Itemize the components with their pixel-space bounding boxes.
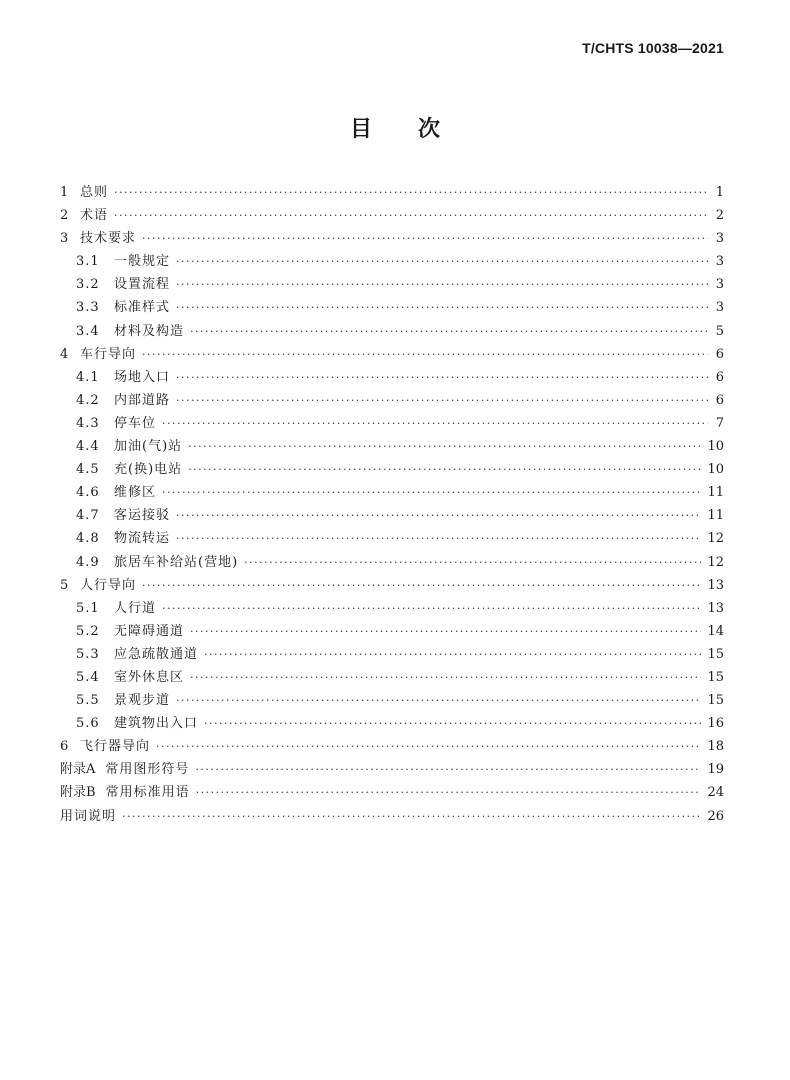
toc-entry-label: 充(换)电站 [114,462,183,478]
toc-entry[interactable] [60,712,724,735]
toc-entry-label: 标准样式 [114,300,171,316]
toc-entry-page-number: 12 [707,531,724,547]
toc-entry[interactable] [60,320,724,343]
toc-entry-page-number: 26 [707,808,724,824]
toc-entry-number: 5.6 [76,716,100,732]
toc-entry[interactable] [60,666,724,689]
toc-entry-page-number: 19 [707,762,724,778]
toc-dot-leader [176,504,701,527]
toc-entry-number: 1 [60,185,69,200]
document-code: T/CHTS 10038—2021 [582,40,724,56]
toc-entry[interactable] [60,481,724,504]
toc-entry-label: 内部道路 [114,392,171,408]
toc-entry[interactable] [60,597,724,620]
toc-entry-page-number: 10 [707,462,724,478]
toc-dot-leader [114,181,708,204]
toc-entry-label: 飞行器导向 [80,739,151,755]
toc-entry[interactable] [60,227,724,250]
toc-entry-number: 5.3 [76,646,100,662]
toc-entry-number: 3.1 [76,254,100,270]
toc-entry[interactable] [60,643,724,666]
toc-dot-leader [176,366,708,389]
toc-entry-page-number: 13 [707,600,724,616]
toc-entry-label: 车行导向 [80,346,137,362]
toc-dot-leader [195,758,701,781]
toc-entry[interactable] [60,551,724,574]
toc-entry-number: 附录B [60,785,96,801]
toc-entry-page-number: 6 [715,369,724,385]
toc-entry-page-number: 3 [715,254,724,270]
toc-entry-page-number: 10 [707,439,724,455]
toc-entry-label: 景观步道 [114,693,171,709]
toc-entry-label: 建筑物出入口 [114,716,199,732]
toc-entry[interactable] [60,389,724,412]
toc-entry[interactable] [60,435,724,458]
toc-entry[interactable] [60,412,724,435]
toc-entry-number: 4.4 [76,439,100,455]
toc-entry-page-number: 18 [707,739,724,755]
toc-entry-label: 维修区 [114,485,157,501]
toc-entry-number: 4.2 [76,392,100,408]
toc-entry-page-number: 11 [707,508,724,524]
toc-entry-page-number: 15 [707,646,724,662]
toc-entry-number: 4.1 [76,369,100,385]
toc-entry-page-number: 16 [707,716,724,732]
toc-entry-page-number: 5 [715,323,724,339]
toc-entry[interactable] [60,735,724,758]
toc-dot-leader [190,666,701,689]
toc-dot-leader [142,574,701,597]
toc-entry-number: 5.4 [76,669,100,685]
toc-entry-label: 用词说明 [60,808,117,824]
toc-entry-number: 4.3 [76,415,100,431]
toc-dot-leader [196,781,702,804]
toc-entry[interactable] [60,574,724,597]
toc-dot-leader [176,527,701,550]
toc-entry-page-number: 13 [707,577,724,593]
toc-entry-label: 应急疏散通道 [114,646,199,662]
toc-entry-number: 5 [60,577,69,593]
toc-dot-leader [244,551,701,574]
toc-dot-leader [204,643,701,666]
toc-entry-page-number: 15 [707,669,724,685]
toc-entry-page-number: 11 [707,485,724,501]
toc-dot-leader [188,458,701,481]
toc-dot-leader [162,481,701,504]
toc-entry-page-number: 1 [715,185,724,200]
toc-entry-number: 附录A [60,762,96,778]
toc-entry-label: 术语 [80,208,109,224]
toc-entry-page-number: 24 [707,785,724,801]
toc-entry[interactable] [60,181,724,204]
toc-entry-label: 物流转运 [114,531,171,547]
toc-entry-number: 5.5 [76,693,100,709]
toc-dot-leader [142,343,708,366]
toc-entry[interactable] [60,366,724,389]
toc-entry-label: 室外休息区 [114,669,185,685]
toc-dot-leader [190,620,701,643]
toc-dot-leader [162,412,708,435]
toc-entry-page-number: 15 [707,693,724,709]
toc-dot-leader [176,273,708,296]
toc-entry[interactable] [60,343,724,366]
toc-dot-leader [142,227,708,250]
toc-entry-page-number: 7 [715,415,724,431]
toc-entry-page-number: 6 [715,392,724,408]
toc-entry[interactable] [60,758,724,781]
toc-entry-label: 设置流程 [114,277,171,293]
toc-dot-leader [114,204,708,227]
toc-dot-leader [176,389,708,412]
toc-entry-number: 6 [60,739,69,755]
table-of-contents [60,181,724,828]
toc-dot-leader [188,435,701,458]
toc-dot-leader [204,712,701,735]
toc-entry-page-number: 3 [715,277,724,293]
toc-entry-page-number: 3 [715,300,724,316]
toc-dot-leader [190,320,708,343]
toc-entry[interactable] [60,296,724,319]
toc-entry[interactable] [60,204,724,227]
toc-entry[interactable] [60,504,724,527]
toc-entry-number: 4.5 [76,462,100,478]
toc-entry[interactable] [60,250,724,273]
toc-entry-label: 人行导向 [80,577,137,593]
toc-entry-label: 技术要求 [80,231,137,247]
toc-entry[interactable] [60,527,724,550]
toc-entry-page-number: 3 [715,231,724,247]
toc-entry-label: 一般规定 [114,254,171,270]
toc-entry-label: 无障碍通道 [114,623,185,639]
toc-entry[interactable] [60,689,724,712]
toc-entry-number: 3 [60,231,69,247]
toc-entry-number: 3.4 [76,323,100,339]
toc-entry[interactable] [60,805,724,828]
toc-title-char-1: 目 [349,117,372,142]
toc-entry-page-number: 14 [707,623,724,639]
toc-entry[interactable] [60,620,724,643]
toc-entry-number: 2 [60,208,69,224]
toc-entry-label: 常用标准用语 [105,785,190,801]
toc-entry-number: 4.9 [76,554,100,570]
toc-entry-number: 5.2 [76,623,100,639]
toc-entry-number: 5.1 [76,600,100,616]
toc-title-char-2: 次 [418,117,441,142]
toc-entry-number: 4 [60,346,69,362]
toc-entry[interactable] [60,273,724,296]
toc-entry[interactable] [60,781,724,804]
toc-entry-page-number: 12 [707,554,724,570]
toc-dot-leader [162,597,701,620]
toc-entry-number: 4.8 [76,531,100,547]
toc-dot-leader [176,689,701,712]
toc-entry-page-number: 2 [715,208,724,224]
toc-entry-page-number: 6 [715,346,724,362]
toc-entry-label: 人行道 [114,600,157,616]
toc-dot-leader [122,805,701,828]
toc-dot-leader [156,735,701,758]
toc-entry-label: 材料及构造 [114,323,185,339]
toc-entry-label: 加油(气)站 [114,439,183,455]
toc-entry-number: 3.2 [76,277,100,293]
toc-entry-label: 停车位 [114,415,157,431]
toc-title [0,112,790,143]
toc-entry-label: 场地入口 [114,369,171,385]
toc-entry-number: 4.6 [76,485,100,501]
toc-entry-number: 3.3 [76,300,100,316]
toc-dot-leader [176,296,708,319]
toc-dot-leader [176,250,708,273]
toc-entry-label: 常用图形符号 [105,762,190,778]
toc-entry[interactable] [60,458,724,481]
toc-entry-label: 总则 [80,185,109,200]
toc-entry-number: 4.7 [76,508,100,524]
toc-entry-label: 客运接驳 [114,508,171,524]
toc-entry-label: 旅居车补给站(营地) [114,554,239,570]
